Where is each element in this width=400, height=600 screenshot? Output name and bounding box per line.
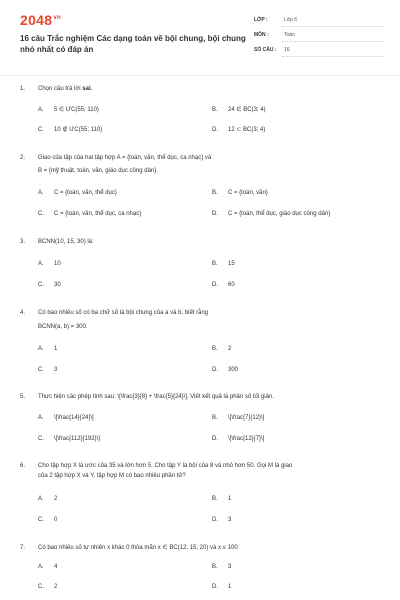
- question-text: Thực hiện các phép tính sau: \[\frac{3}{8} + \frac{5}{24}\]. Viết kết quả là phân số tối giản.: [38, 394, 274, 400]
- option-a[interactable]: [38, 562, 57, 572]
- option-letter: B.: [212, 496, 218, 502]
- option-letter: A.: [38, 261, 44, 267]
- option-text: 60: [228, 282, 235, 288]
- option-b[interactable]: [212, 188, 268, 198]
- option-d[interactable]: [212, 515, 231, 525]
- option-text: C = {toán, thể dục, giáo dục công dân}: [228, 211, 331, 217]
- meta-subject: [254, 29, 384, 43]
- option-d[interactable]: [212, 209, 330, 219]
- option-letter: A.: [38, 107, 44, 113]
- option-letter: C.: [38, 584, 44, 590]
- meta-underline: [282, 41, 384, 42]
- option-b[interactable]: [212, 562, 231, 572]
- option-letter: A.: [38, 346, 44, 352]
- option-text: 1: [228, 584, 232, 590]
- option-d[interactable]: [212, 280, 235, 290]
- option-a[interactable]: [38, 188, 117, 198]
- option-text: 5 ∈ ƯC(55; 110): [54, 107, 99, 113]
- option-text: C = {toán, văn, thể dục, ca nhạc}: [54, 211, 142, 217]
- option-letter: D.: [212, 367, 218, 373]
- option-text: \[\frac{14}{24}\]: [54, 415, 94, 421]
- option-d[interactable]: [212, 434, 264, 444]
- option-letter: C.: [38, 436, 44, 442]
- option-b[interactable]: [212, 413, 264, 423]
- option-text: 10: [54, 261, 61, 267]
- option-c[interactable]: [38, 209, 141, 219]
- meta-key: SỐ CÂU :: [254, 47, 277, 53]
- option-letter: B.: [212, 190, 218, 196]
- option-letter: C.: [38, 517, 44, 523]
- site-logo[interactable]: [20, 12, 61, 28]
- option-text: 1: [54, 346, 58, 352]
- question-text: [38, 83, 378, 96]
- option-a[interactable]: [38, 344, 57, 354]
- document-title: 16 câu Trắc nghiệm Các dạng toán về bội chung, bội chung nhỏ nhất có đáp án: [20, 34, 246, 54]
- option-c[interactable]: [38, 280, 61, 290]
- option-b[interactable]: [212, 105, 266, 115]
- logo-suffix: vn: [53, 15, 61, 22]
- option-text: C = {toán, văn, thể dục}: [54, 190, 117, 196]
- option-c[interactable]: [38, 515, 57, 525]
- question-number: 4.: [20, 310, 26, 316]
- option-text: 4: [54, 564, 58, 570]
- option-text: 2: [228, 346, 232, 352]
- header-divider: [0, 75, 400, 76]
- logo-text: 2048: [20, 12, 53, 28]
- option-text: 2: [54, 584, 58, 590]
- question-text-line-1: Giao của tập của hai tập hợp A = {toán, văn, thể dục, ca nhạc} và: [38, 155, 212, 161]
- option-a[interactable]: [38, 259, 61, 269]
- question-number: 1.: [20, 86, 26, 92]
- meta-underline: [282, 56, 384, 57]
- question-text-line-1: Cho tập hợp X là ước của 35 và lớn hơn 5. Cho tập Y là bội của 8 và nhỏ hơn 50. Gọi M là giao: [38, 463, 293, 469]
- option-d[interactable]: [212, 125, 265, 135]
- option-text: 12 ⊂ BC(3; 4): [228, 127, 266, 133]
- option-text: 0: [54, 517, 58, 523]
- option-letter: C.: [38, 367, 44, 373]
- option-d[interactable]: [212, 582, 231, 592]
- option-letter: D.: [212, 127, 218, 133]
- meta-underline: [282, 26, 384, 27]
- question-number: 3.: [20, 239, 26, 245]
- option-a[interactable]: [38, 105, 99, 115]
- option-text: 300: [228, 367, 239, 373]
- option-b[interactable]: [212, 494, 231, 504]
- option-letter: D.: [212, 211, 218, 217]
- option-letter: C.: [38, 127, 44, 133]
- option-letter: A.: [38, 564, 44, 570]
- question-number: 6.: [20, 463, 26, 469]
- meta-grade: [254, 14, 384, 28]
- option-b[interactable]: [212, 259, 235, 269]
- option-letter: D.: [212, 282, 218, 288]
- meta-key: LỚP :: [254, 17, 268, 23]
- option-letter: B.: [212, 107, 218, 113]
- option-text: \[\frac{12}{7}\]: [228, 436, 265, 442]
- question-number: 7.: [20, 545, 26, 551]
- option-letter: A.: [38, 496, 44, 502]
- option-text: 3: [228, 517, 232, 523]
- option-letter: B.: [212, 346, 218, 352]
- option-c[interactable]: [38, 582, 57, 592]
- question-text: Có bao nhiêu số tự nhiên x khác 0 thỏa mãn x ∈ BC(12; 15; 20) và x ≤ 100: [38, 545, 238, 551]
- question-text-main: Chọn câu trả lời: [38, 86, 83, 92]
- option-a[interactable]: [38, 413, 94, 423]
- option-text: \[\frac{112}{192}\]: [54, 436, 100, 442]
- option-letter: B.: [212, 415, 218, 421]
- question-text-line-2: của 2 tập hợp X và Y, tập hợp M có bao nhiêu phần tử?: [38, 473, 186, 479]
- question-text: BCNN(10, 15, 30) là:: [38, 239, 94, 245]
- option-text: \[\frac{7}{12}\]: [228, 415, 265, 421]
- option-d[interactable]: [212, 365, 238, 375]
- option-letter: C.: [38, 211, 44, 217]
- meta-value: Toán: [284, 32, 295, 38]
- question-text-emphasis: sai.: [82, 86, 93, 92]
- option-letter: D.: [212, 436, 218, 442]
- option-letter: D.: [212, 584, 218, 590]
- option-text: 2: [54, 496, 58, 502]
- option-text: 15: [228, 261, 235, 267]
- meta-question-count: [254, 44, 384, 58]
- option-text: C = {toán, văn}: [228, 190, 268, 196]
- option-b[interactable]: [212, 344, 231, 354]
- meta-key: MÔN :: [254, 32, 269, 38]
- page-header: [0, 0, 400, 70]
- option-text: 10 ∉ ƯC(55; 110): [54, 127, 103, 133]
- option-letter: B.: [212, 261, 218, 267]
- option-letter: C.: [38, 282, 44, 288]
- question-text-line-2: B = {mỹ thuật, toán, văn, giáo dục công dân}.: [38, 168, 158, 174]
- option-text: 1: [228, 496, 232, 502]
- question-text-line-1: Có bao nhiêu số có ba chữ số là bội chung của a và b, biết rằng: [38, 310, 209, 316]
- option-letter: A.: [38, 190, 44, 196]
- option-text: 3: [228, 564, 232, 570]
- option-text: 3: [54, 367, 58, 373]
- option-text: 24 ∈ BC(3; 4): [228, 107, 266, 113]
- option-letter: B.: [212, 564, 218, 570]
- option-c[interactable]: [38, 365, 57, 375]
- meta-value: Lớp 6: [284, 17, 298, 23]
- question-text-line-2: BCNN(a, b) = 300.: [38, 324, 88, 330]
- question-number: 5.: [20, 394, 26, 400]
- option-text: 30: [54, 282, 61, 288]
- question-number: 2.: [20, 155, 26, 161]
- meta-value: 16: [284, 47, 290, 53]
- option-c[interactable]: [38, 125, 102, 135]
- option-letter: A.: [38, 415, 44, 421]
- option-c[interactable]: [38, 434, 100, 444]
- option-letter: D.: [212, 517, 218, 523]
- option-a[interactable]: [38, 494, 57, 504]
